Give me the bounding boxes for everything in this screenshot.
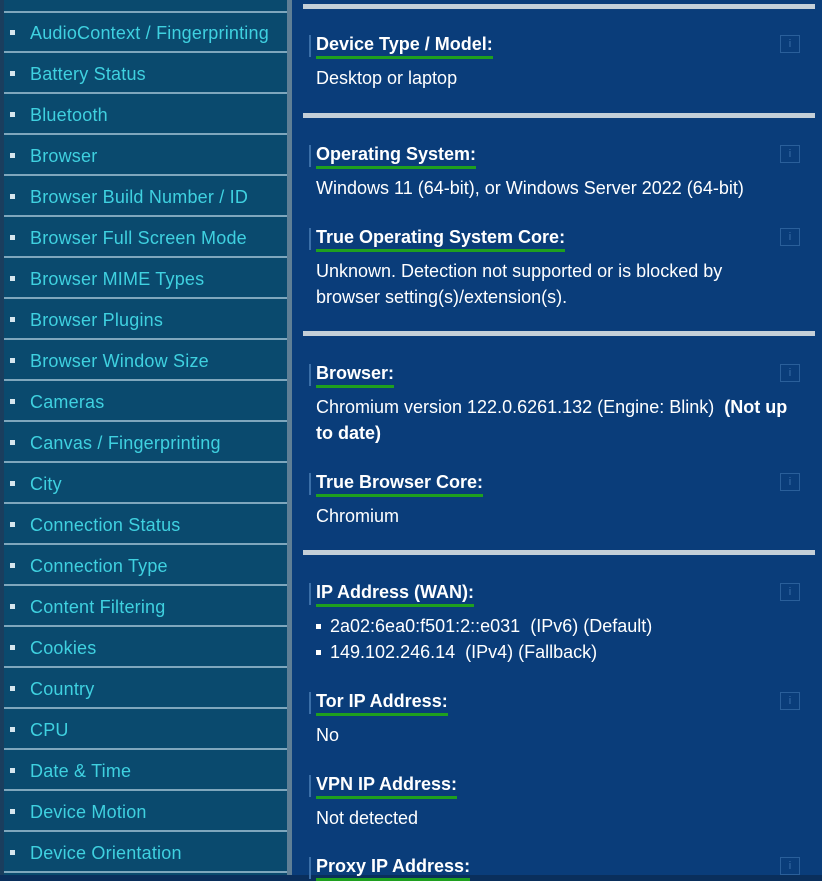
sidebar-item-label: Canvas / Fingerprinting (30, 433, 221, 453)
ip-address: 149.102.246.14 (330, 642, 456, 662)
ip-address: 2a02:6ea0:f501:2::e031 (330, 616, 521, 636)
title-marker (309, 583, 311, 605)
sidebar-item[interactable] (4, 424, 287, 463)
section-divider (303, 113, 815, 118)
square-bullet-icon (10, 399, 15, 404)
square-bullet-icon (316, 624, 321, 629)
square-bullet-icon (10, 358, 15, 363)
sidebar-divider (4, 11, 287, 13)
title-marker (309, 228, 311, 250)
sidebar-item[interactable] (4, 219, 287, 258)
sidebar-item-label: Browser Full Screen Mode (30, 228, 247, 248)
ip-item (316, 613, 804, 639)
title-marker (309, 364, 311, 386)
sidebar-item[interactable] (4, 793, 287, 832)
sidebar-item[interactable] (4, 137, 287, 176)
sidebar-item-label: Browser MIME Types (30, 269, 205, 289)
sidebar-nav (0, 0, 292, 875)
section-divider (303, 550, 815, 555)
sidebar-item-label: Cookies (30, 638, 97, 658)
info-icon[interactable]: i (780, 145, 800, 163)
proxy-title: Proxy IP Address: (316, 856, 470, 881)
ip-item (316, 639, 804, 665)
sidebar-item-label: Content Filtering (30, 597, 166, 617)
title-marker (309, 857, 311, 879)
sidebar-item-label: Date & Time (30, 761, 132, 781)
square-bullet-icon (10, 686, 15, 691)
square-bullet-icon (10, 563, 15, 568)
sidebar-item-label: Browser Plugins (30, 310, 164, 330)
title-marker (309, 145, 311, 167)
vpn-title: VPN IP Address: (316, 774, 457, 799)
title-marker (309, 692, 311, 714)
square-bullet-icon (10, 768, 15, 773)
info-icon[interactable]: i (780, 364, 800, 382)
square-bullet-icon (10, 727, 15, 732)
title-marker (309, 473, 311, 495)
os-title: Operating System: (316, 144, 476, 169)
sidebar-item-label: Bluetooth (30, 105, 108, 125)
sidebar-item[interactable] (4, 96, 287, 135)
info-icon[interactable]: i (780, 473, 800, 491)
sidebar-item-label: Cameras (30, 392, 105, 412)
square-bullet-icon (10, 522, 15, 527)
browser-title: Browser: (316, 363, 394, 388)
sidebar-item-label: Country (30, 679, 95, 699)
os-core-title: True Operating System Core: (316, 227, 565, 252)
square-bullet-icon (10, 194, 15, 199)
tor-title: Tor IP Address: (316, 691, 448, 716)
sidebar-item[interactable] (4, 14, 287, 53)
square-bullet-icon (10, 235, 15, 240)
sidebar-item[interactable] (4, 834, 287, 873)
sidebar-item-label: Browser Window Size (30, 351, 209, 371)
browser-status: (Not up to date) (316, 397, 788, 443)
browser-value (316, 394, 801, 446)
square-bullet-icon (10, 276, 15, 281)
ip-note: (IPv6) (Default) (530, 616, 653, 636)
square-bullet-icon (10, 604, 15, 609)
device-type-value: Desktop or laptop (316, 68, 458, 88)
square-bullet-icon (10, 153, 15, 158)
sidebar-item[interactable] (4, 711, 287, 750)
square-bullet-icon (10, 71, 15, 76)
title-marker (309, 775, 311, 797)
square-bullet-icon (10, 850, 15, 855)
os-core-value: Unknown. Detection not supported or is blocked by browser setting(s)/extension(s). (316, 261, 723, 307)
section-divider (303, 4, 815, 9)
os-value: Windows 11 (64-bit), or Windows Server 2022 (64-bit) (316, 178, 744, 198)
sidebar-item[interactable] (4, 588, 287, 627)
browser-core-title: True Browser Core: (316, 472, 483, 497)
info-icon[interactable]: i (780, 857, 800, 875)
main-content (292, 0, 822, 875)
sidebar-item[interactable] (4, 547, 287, 586)
sidebar-item-label: CPU (30, 720, 69, 740)
sidebar-item-label: Battery Status (30, 64, 146, 84)
sidebar-item[interactable] (4, 342, 287, 381)
sidebar-item[interactable] (4, 752, 287, 791)
info-icon[interactable]: i (780, 692, 800, 710)
sidebar-item[interactable] (4, 55, 287, 94)
info-icon[interactable]: i (780, 583, 800, 601)
square-bullet-icon (10, 30, 15, 35)
sidebar-item-label: Connection Status (30, 515, 181, 535)
ip-title: IP Address (WAN): (316, 582, 474, 607)
sidebar-item[interactable] (4, 465, 287, 504)
sidebar-item-label: Device Motion (30, 802, 147, 822)
sidebar-item[interactable] (4, 506, 287, 545)
device-type-title: Device Type / Model: (316, 34, 493, 59)
sidebar-item[interactable] (4, 260, 287, 299)
sidebar-item[interactable] (4, 670, 287, 709)
square-bullet-icon (10, 317, 15, 322)
square-bullet-icon (10, 440, 15, 445)
browser-version: Chromium version 122.0.6261.132 (Engine: Blink) (316, 397, 715, 417)
square-bullet-icon (10, 809, 15, 814)
title-marker (309, 35, 311, 57)
section-divider (303, 331, 815, 336)
square-bullet-icon (10, 481, 15, 486)
info-icon[interactable]: i (780, 228, 800, 246)
sidebar-item[interactable] (4, 383, 287, 422)
square-bullet-icon (10, 645, 15, 650)
sidebar-item-label: AudioContext / Fingerprinting (30, 23, 269, 43)
info-icon[interactable]: i (780, 35, 800, 53)
sidebar-item-label: Device Orientation (30, 843, 182, 863)
square-bullet-icon (316, 650, 321, 655)
sidebar-item-label: Browser (30, 146, 98, 166)
square-bullet-icon (10, 112, 15, 117)
sidebar-item-label: City (30, 474, 62, 494)
ip-note: (IPv4) (Fallback) (465, 642, 598, 662)
sidebar-item-label: Connection Type (30, 556, 168, 576)
sidebar-item-label: Browser Build Number / ID (30, 187, 249, 207)
sidebar-item[interactable] (4, 178, 287, 217)
ip-list (316, 613, 804, 665)
browser-core-value: Chromium (316, 506, 400, 526)
vpn-value: Not detected (316, 808, 419, 828)
sidebar-item[interactable] (4, 301, 287, 340)
sidebar-item[interactable] (4, 629, 287, 668)
tor-value: No (316, 725, 340, 745)
